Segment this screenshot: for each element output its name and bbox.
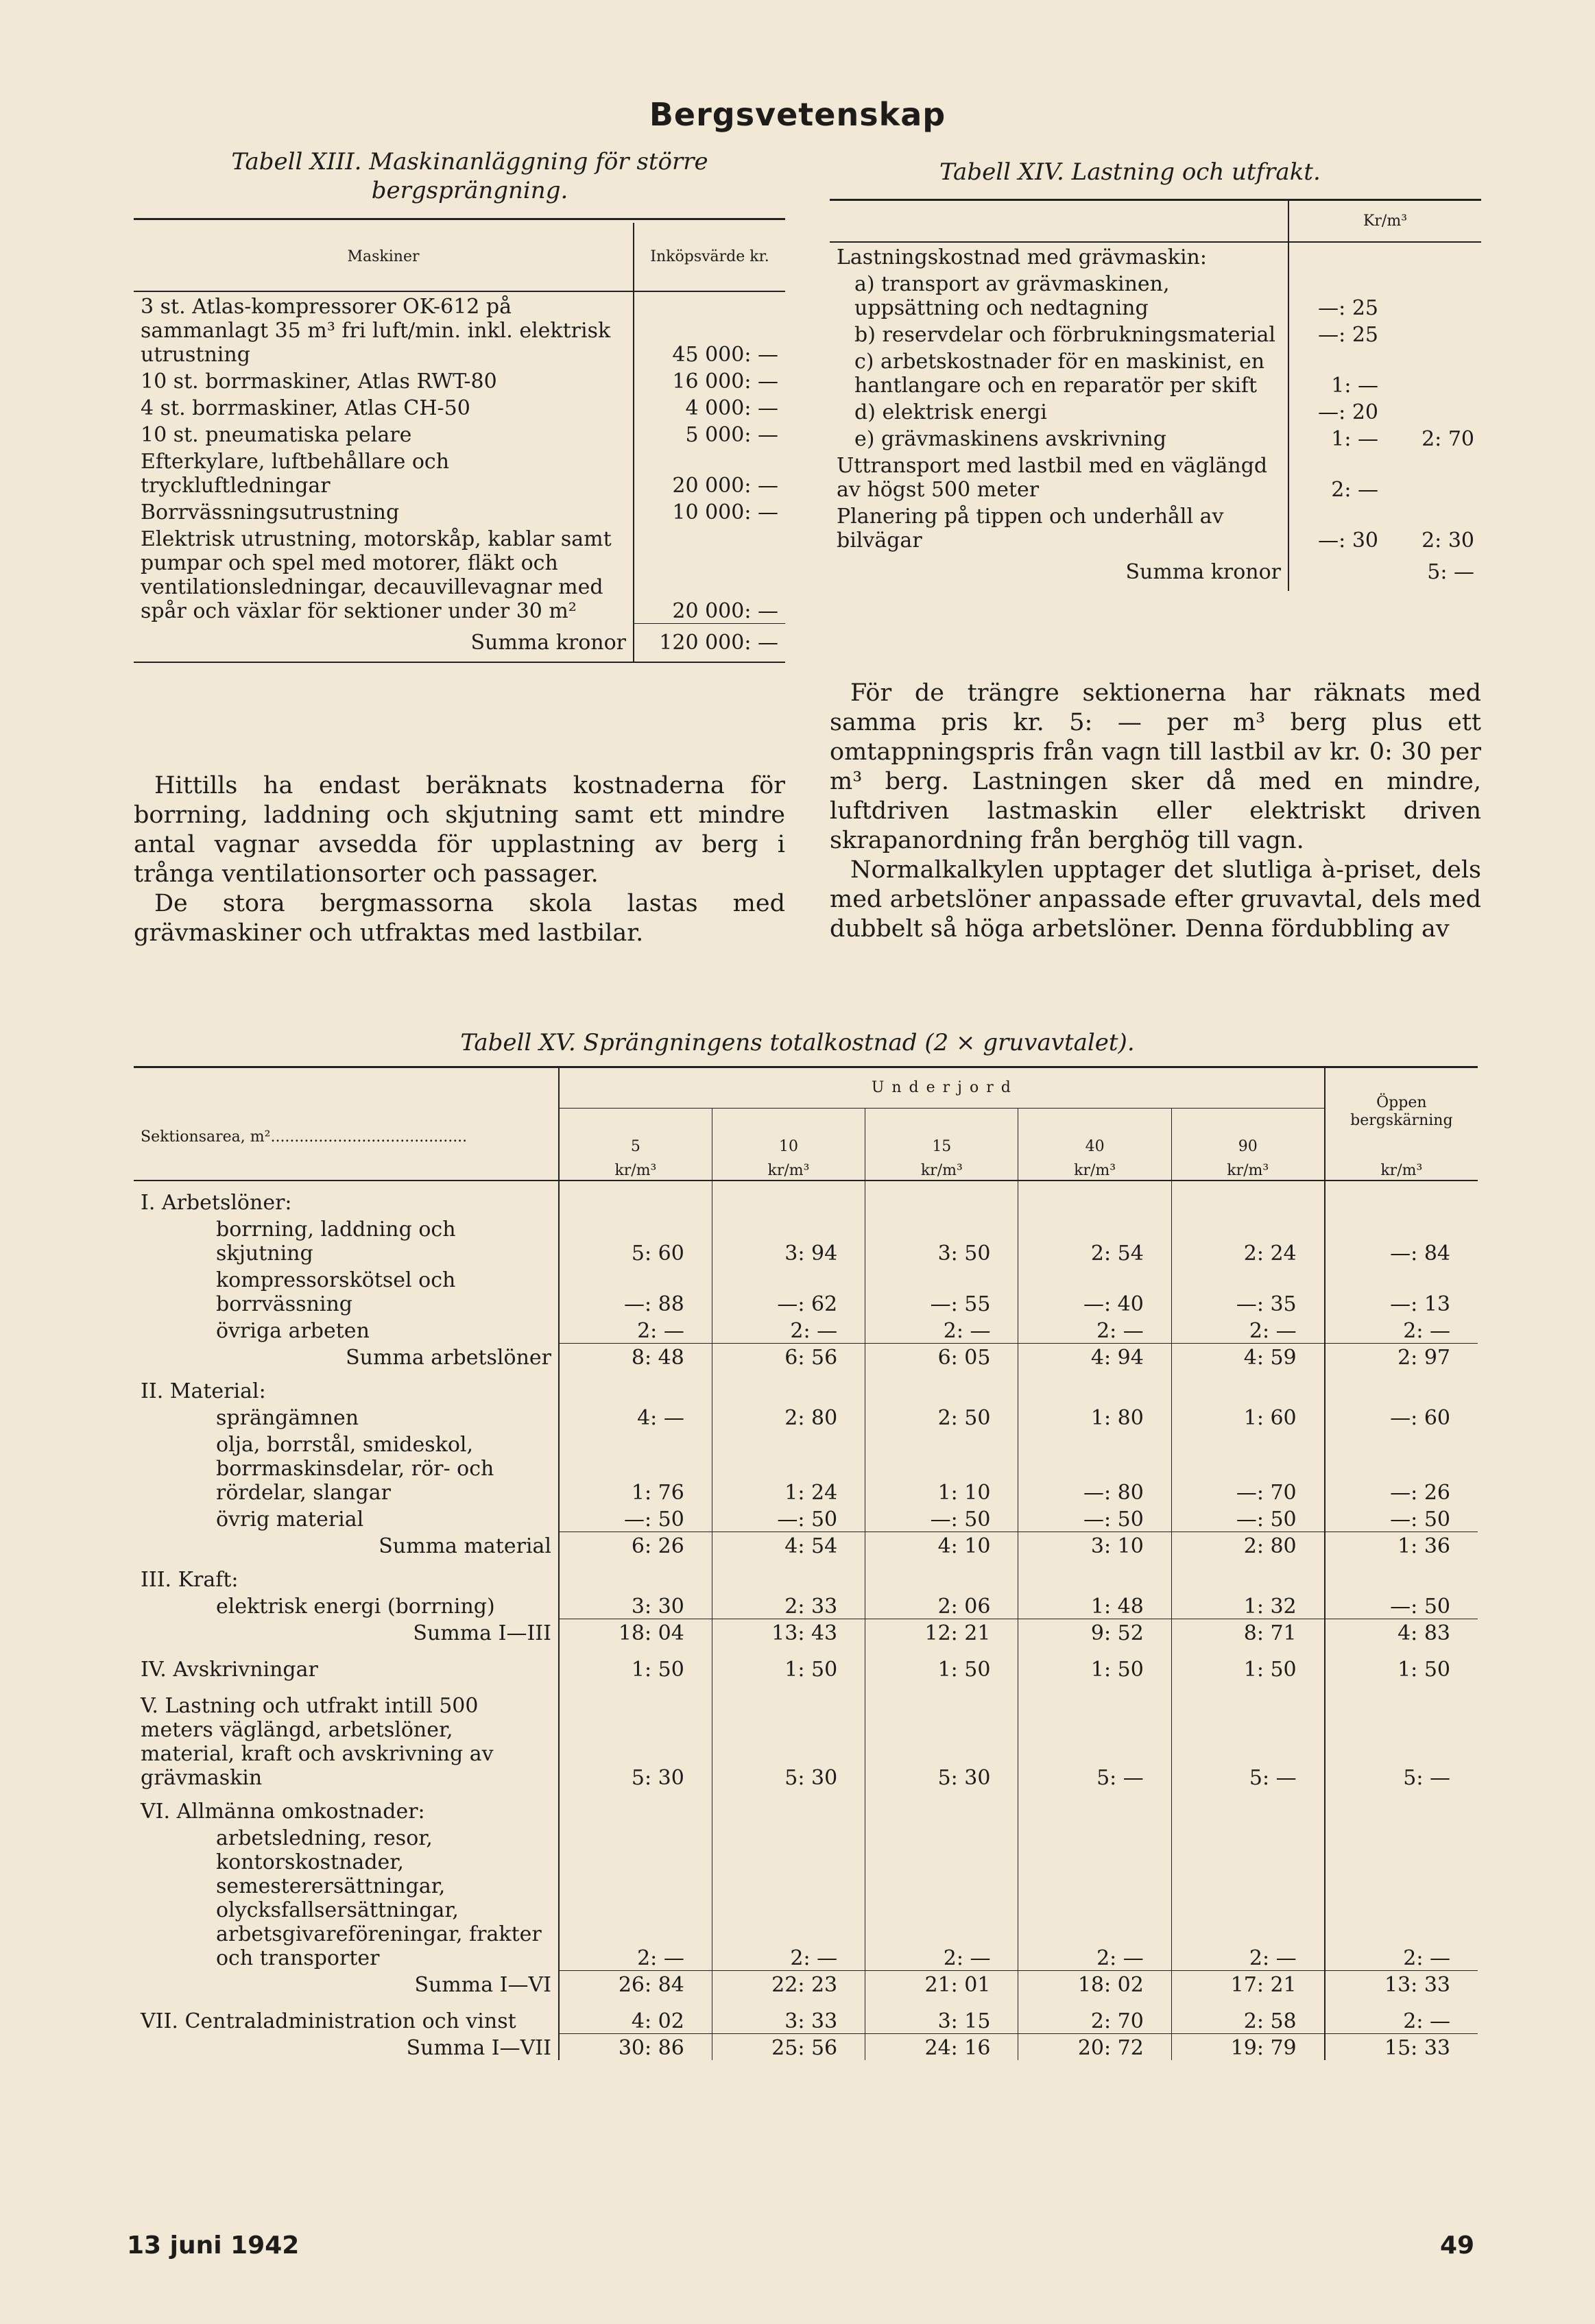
table15-cell: 1: 24 [712,1430,865,1505]
table14-row-label: e) grävmaskinens avskrivning [830,424,1288,451]
table15-cell: 3: 15 [865,1997,1018,2033]
table14-row [830,451,1481,502]
table14-row [830,320,1481,347]
table15-cell: 25: 56 [712,2033,865,2060]
table15-cell: 1: 50 [1398,1658,1450,1682]
table15-row-main [134,1682,1478,1790]
table13-row-label: Elektrisk utrustning, motorskåp, kablar samt pumpar och spel med motorer, fläkt och ventilationsledningar, decauvillevagnar med spår och växlar för sektioner under 30 m² [134,524,634,623]
table15-row-label: V. Lastning och utfrakt intill 500 meters väglängd, arbetslöner, material, kraft och avskrivning av grävmaskin [134,1682,559,1790]
table15-under-jord: U n d e r j o r d [559,1068,1325,1108]
table15-cell: 5: — [1171,1682,1324,1790]
table15-area-label: Sektionsarea, m² [141,1128,271,1146]
table15-row-label: olja, borrstål, smideskol, borrmaskinsdelar, rör- och rördelar, slangar [134,1430,559,1505]
table15-cell: 2: — [1403,1318,1450,1343]
table13-sum-label: Summa kronor [134,623,634,662]
table15-row-sum [134,1532,1478,1558]
table15-cell: 2: — [865,1824,1018,1970]
table15-cell: 1: 60 [1171,1403,1324,1430]
table15-row-sum [134,1619,1478,1645]
table15-area-15: 15 [865,1108,1018,1156]
table14-sum-value: 5: — [1427,559,1474,584]
table13-row-value: 45 000: — [672,343,778,367]
table15-cell: —: 50 [1171,1505,1324,1532]
table15-cell: 1: 50 [712,1645,865,1682]
table15-cell: 12: 21 [865,1619,1018,1645]
table14-row [830,242,1481,269]
table14-row-label: c) arbetskostnader för en maskinist, en hantlangare och en reparatör per skift [830,347,1288,398]
table15-cell: 5: — [1018,1682,1171,1790]
table15-cell: 3: 50 [865,1215,1018,1266]
table15-row-label: VI. Allmänna omkostnader: [134,1790,559,1824]
table15-cell: —: 55 [865,1266,1018,1316]
table15-cell: —: 50 [712,1505,865,1532]
table15-cell: 2: 54 [1018,1215,1171,1266]
table15-cell: 26: 84 [559,1970,712,1997]
table15-cell: 17: 21 [1171,1970,1324,1997]
table15-cell: —: 50 [865,1505,1018,1532]
table13-row-label: 4 st. borrmaskiner, Atlas CH-50 [134,394,634,420]
table14-row-subtotal [1385,320,1481,347]
table15-cell: —: 35 [1171,1266,1324,1316]
table13-row [134,498,785,524]
table13-row [134,524,785,623]
table15-cell [712,1370,865,1403]
table15-cell: 1: 48 [1018,1592,1171,1619]
table15-cell: 2: 24 [1171,1215,1324,1266]
table15-unit: kr/m³ [865,1156,1018,1181]
table15-row-label: II. Material: [134,1370,559,1403]
table14-row-value: 1: — [1331,374,1378,398]
table14-row-subtotal [1385,269,1481,320]
table15-row-label: Summa material [134,1532,559,1558]
table13-row-label: Borrvässningsutrustning [134,498,634,524]
table15-cell: 5: 30 [865,1682,1018,1790]
table15-row-label: elektrisk energi (borrning) [134,1592,559,1619]
table15-cell: —: 40 [1018,1266,1171,1316]
table15-cell: —: 50 [1390,1507,1450,1532]
table15-cell: 1: 36 [1325,1532,1478,1558]
table14-row-label: Planering på tippen och underhåll av bilvägar [830,502,1288,553]
table15-row-label: kompressorskötsel och borrvässning [134,1266,559,1316]
table14-row-label: Uttransport med lastbil med en väglängd av högst 500 meter [830,451,1288,502]
table15-cell [1171,1558,1324,1592]
table15-cell [1018,1181,1171,1215]
table15-cell: 6: 26 [559,1532,712,1558]
table15-row-item [134,1592,1478,1619]
table15-cell: 3: 94 [712,1215,865,1266]
table15-cell [865,1181,1018,1215]
table15-row-head [134,1790,1478,1824]
table15-cell: 2: — [1403,1946,1450,1970]
table15-cell: —: 60 [1390,1406,1450,1430]
running-header: Bergsvetenskap [649,96,946,133]
table15-cell: 3: 10 [1018,1532,1171,1558]
table15-area-40: 40 [1018,1108,1171,1156]
table15-cell: —: 26 [1390,1481,1450,1505]
table15-cell: 2: — [1171,1824,1324,1970]
table15-cell: 2: — [712,1316,865,1343]
table15-row-head [134,1181,1478,1215]
table15-row-item [134,1403,1478,1430]
right-paragraph-2: Normalkalkylen upptager det slutliga à-priset, dels med arbetslöner anpassade efter gruvavtal, dels med dubbelt så höga arbetslöner. Denna fördubbling av [830,856,1481,943]
table15-cell: —: 62 [712,1266,865,1316]
table15-row-label: Summa I—VII [134,2033,559,2060]
table15-row-head [134,1558,1478,1592]
table15-row-main [134,1645,1478,1682]
table14-sum-label: Summa kronor [830,553,1288,591]
table13-row-label: 10 st. borrmaskiner, Atlas RWT-80 [134,367,634,394]
table15-unit: kr/m³ [1380,1162,1423,1179]
left-paragraph-2: De stora bergmassorna skola lastas med grävmaskiner och utfraktas med lastbilar. [134,890,785,947]
table15-area-90: 90 [1171,1108,1324,1156]
table13 [134,218,785,663]
table15-cell: 3: 33 [712,1997,865,2033]
table15-cell: 2: — [559,1316,712,1343]
table13-row-value: 20 000: — [672,474,778,498]
table14-row [830,424,1481,451]
table13-row-value: 4 000: — [685,396,778,420]
table14-row-subtotal [1385,398,1481,424]
table15-cell: 18: 02 [1018,1970,1171,1997]
table15-cell: 18: 04 [559,1619,712,1645]
table15-row-main [134,1997,1478,2033]
table13-row-value: 20 000: — [672,598,778,623]
table15-row-item [134,1824,1478,1970]
table15-cell: 2: — [712,1824,865,1970]
table15-cell: 2: 70 [1018,1997,1171,2033]
table15-cell: 19: 79 [1171,2033,1324,2060]
table15-cell: 2: 97 [1325,1343,1478,1370]
table15-cell [1325,1370,1478,1403]
left-body-text [134,771,785,948]
table15-cell: 6: 05 [865,1343,1018,1370]
table14-row-label: b) reservdelar och förbrukningsmaterial [830,320,1288,347]
table15-unit: kr/m³ [559,1156,712,1181]
table15-cell: 2: — [1171,1316,1324,1343]
table15-row-item [134,1215,1478,1266]
table15-row-sum [134,2033,1478,2060]
table13-sum-value: 120 000: — [634,623,785,662]
table15-open-label: Öppen bergskärning [1350,1094,1453,1129]
table15-row-label: Summa I—VI [134,1970,559,1997]
table15-cell: 2: 80 [712,1403,865,1430]
table15-cell [1018,1370,1171,1403]
table14-caption: Tabell XIV. Lastning och utfrakt. [939,158,1321,186]
table15-cell: 20: 72 [1018,2033,1171,2060]
table15-cell: 4: 94 [1018,1343,1171,1370]
table15-row-label: övriga arbeten [134,1316,559,1343]
table13-row-value: 16 000: — [672,370,778,394]
right-body-text [830,679,1481,944]
table15-cell [712,1790,865,1824]
table15-cell [559,1790,712,1824]
table13-col-maskiner: Maskiner [134,223,634,291]
table15-row-label: VII. Centraladministration och vinst [134,1997,559,2033]
table15-cell: 4: 54 [712,1532,865,1558]
table15-cell: 15: 33 [1325,2033,1478,2060]
table15-cell: 2: — [559,1824,712,1970]
table14-row [830,502,1481,553]
table13-row-value: 5 000: — [685,423,778,447]
table14-row [830,347,1481,398]
table15-cell [865,1558,1018,1592]
table15-unit: kr/m³ [712,1156,865,1181]
table15-cell: 2: — [1018,1824,1171,1970]
table15-row-label: IV. Avskrivningar [134,1645,559,1682]
table15-cell: —: 50 [1018,1505,1171,1532]
table15-unit: kr/m³ [1171,1156,1324,1181]
table13-row-label: Efterkylare, luftbehållare och tryckluftledningar [134,447,634,498]
table14 [830,199,1481,591]
table15-cell: 5: — [1403,1766,1450,1790]
table15-cell: 1: 50 [865,1645,1018,1682]
table15-cell: —: 70 [1171,1430,1324,1505]
table15-row-label: övrig material [134,1505,559,1532]
table13-row [134,291,785,367]
table13-row-value: 10 000: — [672,500,778,524]
table15-cell: 4: 10 [865,1532,1018,1558]
right-paragraph-1: För de trängre sektionerna har räknats med samma pris kr. 5: — per m³ berg plus ett omtappningspris från vagn till lastbil av kr. 0: 30 per m³ berg. Lastningen sker då med en mindre, luftdriven lastmaskin eller elektriskt driven skrapanordning från berghög till vagn. [830,679,1481,854]
table15-row-label: III. Kraft: [134,1558,559,1592]
table14-sum-row [830,553,1481,591]
table15-cell [559,1181,712,1215]
table15-cell [865,1370,1018,1403]
table14-row-value: —: 25 [1318,296,1378,320]
table15-cell: —: 80 [1018,1430,1171,1505]
left-paragraph-1: Hittills ha endast beräknats kostnaderna för borrning, laddning och skjutning samt ett mindre antal vagnar avsedda för upplastning av berg i trånga ventilationsorter och passager. [134,772,785,888]
table15-cell: 1: 32 [1171,1592,1324,1619]
table14-row [830,398,1481,424]
table15-cell: —: 88 [559,1266,712,1316]
table14-row-subtotal [1385,242,1481,269]
table14-unit: Kr/m³ [1363,212,1408,230]
table13-caption: Tabell XIII. Maskinanläggning för större bergsprängning. [231,148,708,204]
table15: Sektionsarea, m²......................................... U n d e r j o r d Öppen bergskärning 5 10 15 40 90 kr/m³ kr/m³ kr/m³ kr/m³ kr/m³ kr/m³ I. Arbetslöner: borrning, laddning och skjutning 5: 60 3: 94 3: 50 2: 54 2: 24 —: 84 kompressorskötsel och borrvässning —: 88 —: 62 —: 55 —: 40 —: 35 —: 13 övriga arbeten 2: — 2: — 2: — 2: — 2: — 2: — Summa arbetslöner 8: 48 6: 56 6: 05 4: 94 4: 59 2: 97 II. Material: sprängämnen 4: — 2: 80 2: 50 1: 80 1: 60 —: 60 olja, borrstål, smideskol, borrmaskinsdelar, rör- och rördelar, slangar 1: 76 1: 24 1: 10 —: 80 —: 70 —: 26 övrig material —: 50 —: 50 —: 50 —: 50 —: 50 —: 50 Summa material 6: 26 4: 54 4: 10 3: 10 2: 80 1: 36 III. Kraft: elektrisk energi (borrning) 3: 30 2: 33 2: 06 1: 48 1: 32 —: 50 Summa I—III 18: 04 13: 43 12: 21 9: 52 8: 71 4: 83 IV. Avskrivningar 1: 50 1: 50 1: 50 1: 50 1: 50 1: 50 V. Lastning och utfrakt intill 500 meters väglängd, arbetslöner, material, kraft och avskrivning av grävmaskin 5: 30 5: 30 5: 30 5: — 5: — 5: — VI. Allmänna omkostnader: arbetsledning, resor, kontorskostnader, semesterersättningar, olycksfallsersättningar, arbetsgivareföreningar, frakter och transporter 2: — 2: — 2: — 2: — 2: — 2: — Summa I—VI 26: 84 22: 23 21: 01 18: 02 17: 21 13: 33 VII. Centraladministration och vinst 4: 02 3: 33 3: 15 2: 70 2: 58 2: — Summa I—VII 30: 86 25: 56 24: 16 20: 72 19: 79 15: 33 [134,1066,1478,2060]
table13-col-value: Inköpsvärde kr. [650,247,769,265]
table15-cell: 13: 33 [1325,1970,1478,1997]
table15-cell [1171,1790,1324,1824]
table14-row-label: d) elektrisk energi [830,398,1288,424]
table15-cell: 1: 50 [1018,1645,1171,1682]
table15-cell: —: 13 [1390,1292,1450,1316]
table15-cell: 4: 02 [559,1997,712,2033]
page-number: 49 [1440,2231,1475,2260]
table15-row-item [134,1316,1478,1343]
table15-cell: 4: 83 [1325,1619,1478,1645]
table15-cell [865,1790,1018,1824]
table15-cell: 2: — [1018,1316,1171,1343]
table15-cell: 2: 06 [865,1592,1018,1619]
table14-row-subtotal: 2: 30 [1422,529,1474,553]
table15-cell [1018,1558,1171,1592]
table14-row-value: —: 25 [1318,323,1378,347]
table15-cell: 2: 80 [1171,1532,1324,1558]
table15-cell: 6: 56 [712,1343,865,1370]
table14-row-value [1288,242,1385,269]
table14-row-label: a) transport av grävmaskinen, uppsättning och nedtagning [830,269,1288,320]
table15-cell [712,1558,865,1592]
table15-caption: Tabell XV. Sprängningens totalkostnad (2 × gruvavtalet). [460,1029,1135,1056]
table15-row-item [134,1430,1478,1505]
table15-cell [1171,1370,1324,1403]
table14-row-subtotal [1385,347,1481,398]
table15-cell: 1: 50 [559,1645,712,1682]
table15-cell: 5: 30 [559,1682,712,1790]
table15-cell: 1: 10 [865,1430,1018,1505]
table14-row-subtotal [1385,451,1481,502]
table14-row-value: —: 30 [1318,529,1378,553]
table15-row-label: arbetsledning, resor, kontorskostnader, semesterersättningar, olycksfallsersättningar, arbetsgivareföreningar, frakter och transporter [134,1824,559,1970]
table15-cell: 22: 23 [712,1970,865,1997]
table14-row-label: Lastningskostnad med grävmaskin: [830,242,1288,269]
table15-cell: 2: — [1403,2009,1450,2033]
table15-cell: 1: 76 [559,1430,712,1505]
table15-row-label: sprängämnen [134,1403,559,1430]
table15-row-item [134,1266,1478,1316]
table14-row-value: —: 20 [1318,400,1378,424]
table15-cell [1325,1181,1478,1215]
table15-cell: 1: 80 [1018,1403,1171,1430]
table14-row-value: 2: — [1331,478,1378,502]
table15-row-head [134,1370,1478,1403]
table15-area-10: 10 [712,1108,865,1156]
table13-row [134,394,785,420]
table15-cell: 2: 33 [712,1592,865,1619]
table15-cell: 3: 30 [559,1592,712,1619]
table15-cell: —: 50 [559,1505,712,1532]
table15-cell: 2: 58 [1171,1997,1324,2033]
table15-cell: 5: 30 [712,1682,865,1790]
table15-row-label: Summa arbetslöner [134,1343,559,1370]
footer-date: 13 juni 1942 [127,2231,300,2260]
table15-cell [1325,1790,1478,1824]
table13-row [134,367,785,394]
table15-cell: 13: 43 [712,1619,865,1645]
table15-cell: 2: — [865,1316,1018,1343]
table13-row [134,420,785,447]
table15-row-sum [134,1970,1478,1997]
table15-cell [1171,1181,1324,1215]
table15-cell: 8: 48 [559,1343,712,1370]
table15-cell: 1: 50 [1171,1645,1324,1682]
table13-row-label: 10 st. pneumatiska pelare [134,420,634,447]
table15-cell: 21: 01 [865,1970,1018,1997]
table15-row-sum [134,1343,1478,1370]
table15-area-5: 5 [559,1108,712,1156]
table15-cell: —: 84 [1390,1242,1450,1266]
table15-cell: 9: 52 [1018,1619,1171,1645]
table15-cell [559,1370,712,1403]
table15-cell: 4: 59 [1171,1343,1324,1370]
table15-row-label: Summa I—III [134,1619,559,1645]
table14-row-subtotal: 2: 70 [1422,427,1474,451]
table15-cell: 2: 50 [865,1403,1018,1430]
table15-cell [1325,1558,1478,1592]
table13-sum-row [134,623,785,662]
table13-row [134,447,785,498]
table15-unit: kr/m³ [1018,1156,1171,1181]
table15-row-label: I. Arbetslöner: [134,1181,559,1215]
table15-cell [712,1181,865,1215]
table15-cell: —: 50 [1390,1594,1450,1619]
table15-cell: 30: 86 [559,2033,712,2060]
table15-cell: 4: — [559,1403,712,1430]
table15-row-label: borrning, laddning och skjutning [134,1215,559,1266]
table15-cell: 5: 60 [559,1215,712,1266]
table15-cell: 24: 16 [865,2033,1018,2060]
table15-cell [559,1558,712,1592]
table15-cell [1018,1790,1171,1824]
table13-row-label: 3 st. Atlas-kompressorer OK-612 på sammanlagt 35 m³ fri luft/min. inkl. elektrisk utrustning [134,291,634,367]
table15-cell: 8: 71 [1171,1619,1324,1645]
table15-row-item [134,1505,1478,1532]
table14-row-value: 1: — [1331,427,1378,451]
table14-row [830,269,1481,320]
